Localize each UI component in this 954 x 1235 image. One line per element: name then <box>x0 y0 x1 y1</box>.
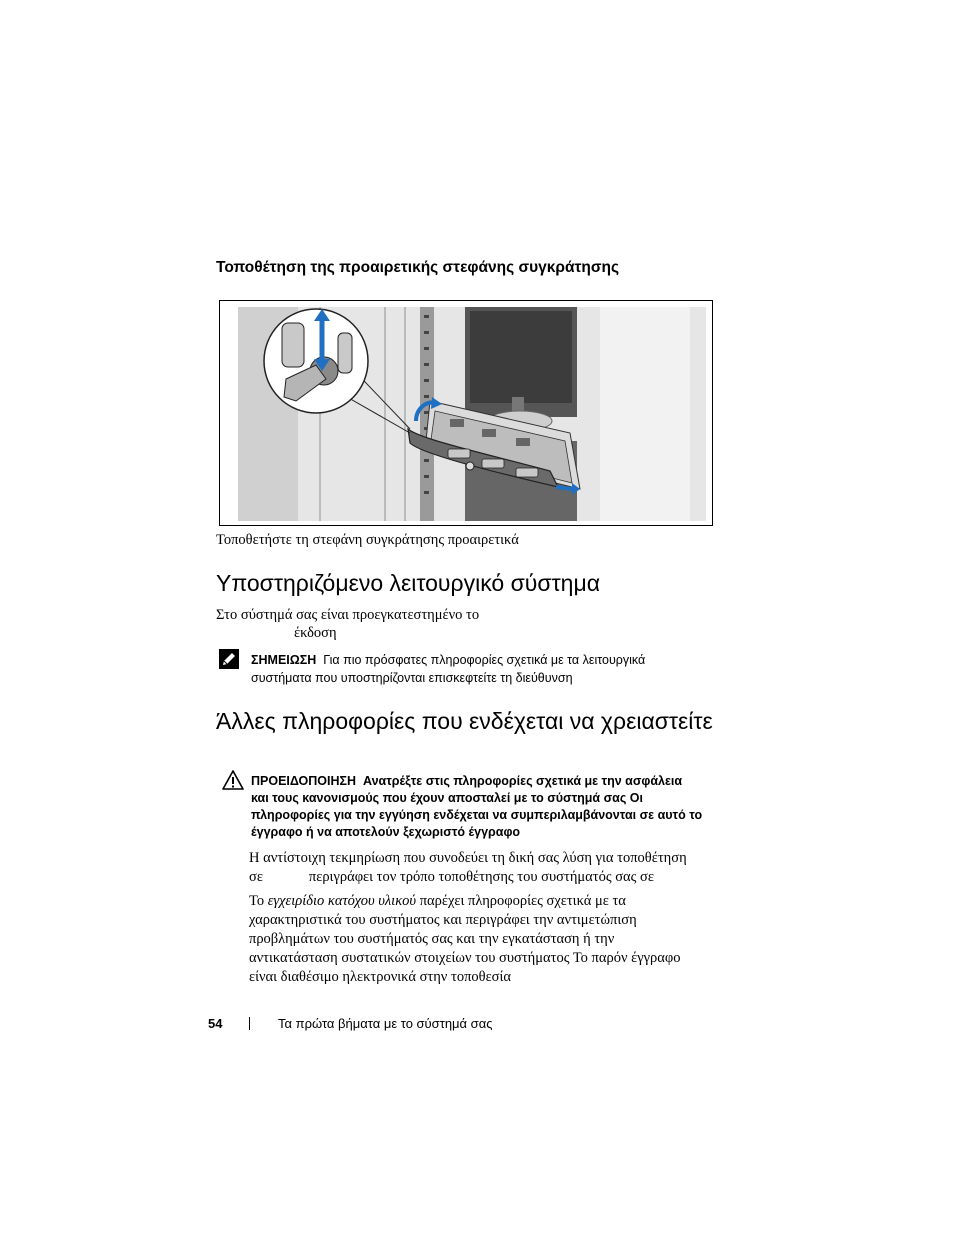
rack-doc-line2b: περιγράφει τον τρόπο τοποθέτησης του συστήματός σας σε <box>308 869 654 885</box>
rack-documentation-paragraph <box>249 849 719 887</box>
owners-manual-line2: χαρακτηριστικά του συστήματος και περιγράφει την αντιμετώπιση <box>249 912 637 928</box>
footer-title: Τα πρώτα βήματα με το σύστημά σας <box>278 1016 493 1031</box>
owners-manual-paragraph <box>249 892 719 987</box>
owners-manual-line3: προβλημάτων του συστήματός σας και την εγκατάσταση ή την <box>249 931 615 947</box>
warning-line2: και τους κανονισμούς που έχουν αποσταλεί με το σύστημά σας Οι <box>251 791 643 805</box>
warning-line1: Ανατρέξτε στις πληροφορίες σχετικά με την ασφάλεια <box>363 774 683 788</box>
page-number: 54 <box>208 1016 223 1031</box>
owners-manual-title: εγχειρίδιο κατόχου υλικού <box>267 893 417 909</box>
footer-divider <box>249 1017 250 1030</box>
rack-doc-line2a: σε <box>249 869 263 885</box>
latch-arrow <box>556 487 572 489</box>
warning-triangle-icon <box>222 770 244 790</box>
note-label: ΣΗΜΕΙΩΣΗ <box>251 653 317 667</box>
note-block <box>251 651 711 687</box>
owners-manual-rest1: παρέχει πληροφορίες σχετικά με τα <box>419 893 626 909</box>
os-paragraph-line2: έκδοση <box>294 625 337 641</box>
note-pencil-icon <box>219 649 239 669</box>
os-paragraph <box>216 606 536 642</box>
os-paragraph-line1: Στο σύστημά σας είναι προεγκατεστημένο το <box>216 607 480 623</box>
bezel-illustration <box>220 301 713 526</box>
warning-label: ΠΡΟΕΙΔΟΠΟΙΗΣΗ <box>251 774 357 788</box>
figure-caption: Τοποθετήστε τη στεφάνη συγκράτησης προαιρετικά <box>216 532 519 548</box>
owners-manual-line5: είναι διαθέσιμο ηλεκτρονικά στην τοποθεσία <box>249 969 511 985</box>
os-section-title: Υποστηριζόμενο λειτουργικό σύστημα <box>216 570 601 596</box>
note-line2: συστήματα που υποστηρίζονται επισκεφτείτε τη διεύθυνση <box>251 671 573 685</box>
warning-line3: πληροφορίες για την εγγύηση ενδέχεται να συμπεριλαμβάνονται σε αυτό το <box>251 808 703 822</box>
note-line1: Για πιο πρόσφατες πληροφορίες σχετικά με τα λειτουργικά <box>323 653 646 667</box>
rack-doc-line1: Η αντίστοιχη τεκμηρίωση που συνοδεύει τη δική σας λύση για τοποθέτηση <box>249 850 687 866</box>
owners-manual-lead: Το <box>249 893 265 909</box>
bezel-installation-figure <box>219 300 713 526</box>
warning-block <box>251 773 716 841</box>
section-heading: Τοποθέτηση της προαιρετικής στεφάνης συγκράτησης <box>216 259 620 276</box>
info-section-title: Άλλες πληροφορίες που ενδέχεται να χρειαστείτε <box>216 708 713 734</box>
warning-line4: έγγραφο ή να αποτελούν ξεχωριστό έγγραφο <box>251 825 521 839</box>
owners-manual-line4: αντικατάσταση συστατικών στοιχείων του συστήματος Το παρόν έγγραφο <box>249 950 681 966</box>
